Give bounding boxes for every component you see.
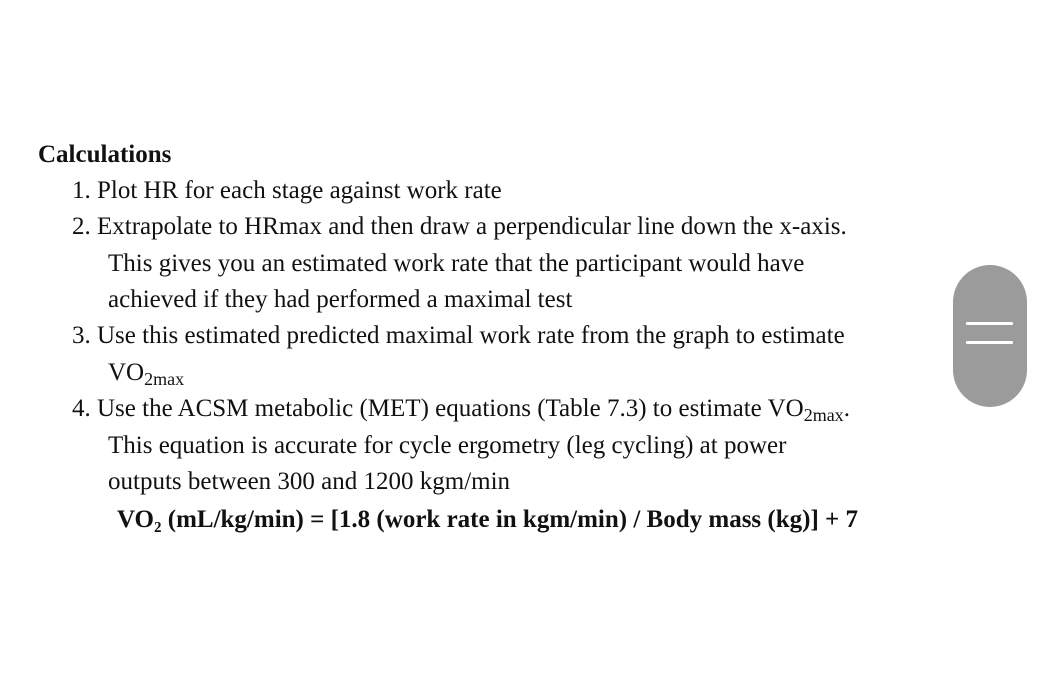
step-2-line-3: achieved if they had performed a maximal test bbox=[108, 286, 573, 313]
step-2-line-2: This gives you an estimated work rate that the participant would have bbox=[108, 250, 805, 277]
step-4-text: 4. Use the ACSM metabolic (MET) equations (Table 7.3) to estimate VO bbox=[72, 395, 804, 422]
step-2-line-1: 2. Extrapolate to HRmax and then draw a perpendicular line down the x-axis. bbox=[72, 213, 847, 240]
vo2-equation: VO₂ (mL/kg/min) = [1.8 (work rate in kgm/min) / Body mass (kg)] + 7 bbox=[117, 506, 859, 533]
step-1: 1. Plot HR for each stage against work rate bbox=[72, 177, 502, 204]
step-4-period: . bbox=[843, 395, 850, 422]
drag-handle-icon bbox=[966, 341, 1013, 344]
vo-subscript: 2max bbox=[803, 405, 844, 425]
step-4-line-3: outputs between 300 and 1200 kgm/min bbox=[108, 468, 511, 495]
step-4-line-2: This equation is accurate for cycle ergometry (leg cycling) at power bbox=[108, 432, 787, 459]
vo-subscript: 2max bbox=[144, 369, 185, 389]
step-4-line-1 bbox=[72, 392, 850, 426]
drag-handle-icon bbox=[966, 322, 1013, 325]
step-3-line-2 bbox=[108, 356, 184, 390]
section-heading: Calculations bbox=[38, 141, 172, 168]
scroll-handle[interactable] bbox=[953, 265, 1027, 407]
vo-text: VO bbox=[108, 359, 145, 386]
step-3-line-1: 3. Use this estimated predicted maximal work rate from the graph to estimate bbox=[72, 322, 845, 349]
